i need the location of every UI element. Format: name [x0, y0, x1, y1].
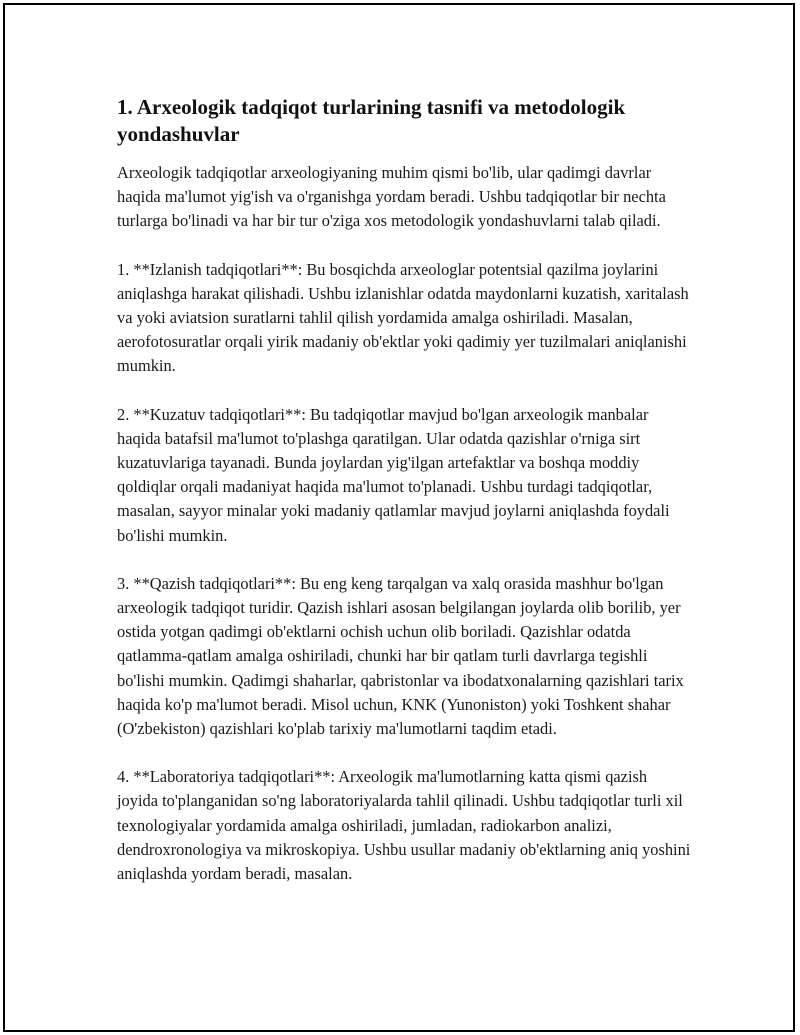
paragraph-laboratory-research: 4. **Laboratoriya tadqiqotlari**: Arxeologik ma'lumotlarning katta qismi qazish joyida to'planganidan so'ng laboratoriyalarda tahlil qilinadi. Ushbu tadqiqotlar turli xil texnologiyalar yordamida amalga oshiriladi, jumladan, radiokarbon analizi, dendroxronologiya va mikroskopiya. Ushbu usullar madaniy ob'ektlarning aniq yoshini aniqlashda yordam beradi, masalan.	[117, 767, 691, 884]
section-heading: 1. Arxeologik tadqiqot turlarining tasnifi va metodologik yondashuvlar	[117, 95, 626, 146]
paragraph-excavation-research: 3. **Qazish tadqiqotlari**: Bu eng keng tarqalgan va xalq orasida mashhur bo'lgan arxeologik tadqiqot turidir. Qazish ishlari asosan belgilangan joylarda olib borilib, yer ostida yotgan qadimgi ob'ektlarni ochish uchun olib boriladi. Qazishlar odatda qatlamma-qatlam amalga oshiriladi, chunki har bir qatlam turli davrlarga tegishli bo'lishi mumkin. Qadimgi shaharlar, qabristonlar va ibodatxonalarning qazishlari tarix haqida ko'p ma'lumot beradi. Misol uchun, KNK (Yunoniston) yoki Toshkent shahar (O'zbekiston) qazishlari ko'plab tarixiy ma'lumotlarni taqdim etadi.	[117, 573, 684, 739]
document-body	[117, 94, 692, 910]
intro-paragraph: Arxeologik tadqiqotlar arxeologiyaning muhim qismi bo'lib, ular qadimgi davrlar haqida ma'lumot yig'ish va o'rganishga yordam beradi. Ushbu tadqiqotlar bir nechta turlarga bo'linadi va har bir tur o'ziga xos metodologik yondashuvlarni talab qiladi.	[117, 163, 666, 231]
paragraph-exploration-research: 1. **Izlanish tadqiqotlari**: Bu bosqichda arxeologlar potentsial qazilma joylarini aniqlashga harakat qilishadi. Ushbu izlanishlar odatda maydonlarni kuzatish, xaritalash va yoki aviatsion suratlarni tahlil qilish yordamida amalga oshiriladi. Masalan, aerofotosuratlar orqali yirik madaniy ob'ektlar yoki qadimiy yer tuzilmalari aniqlanishi mumkin.	[117, 259, 689, 376]
paragraph-observation-research: 2. **Kuzatuv tadqiqotlari**: Bu tadqiqotlar mavjud bo'lgan arxeologik manbalar haqida batafsil ma'lumot to'plashga qaratilgan. Ular odatda qazishlar o'rniga sirt kuzatuvlariga tayanadi. Bunda joylardan yig'ilgan artefaktlar va boshqa moddiy qoldiqlar orqali madaniyat haqida ma'lumot to'planadi. Ushbu turdagi tadqiqotlar, masalan, sayyor minalar yoki madaniy qatlamlar mavjud joylarni aniqlashda foydali bo'lishi mumkin.	[117, 404, 670, 545]
